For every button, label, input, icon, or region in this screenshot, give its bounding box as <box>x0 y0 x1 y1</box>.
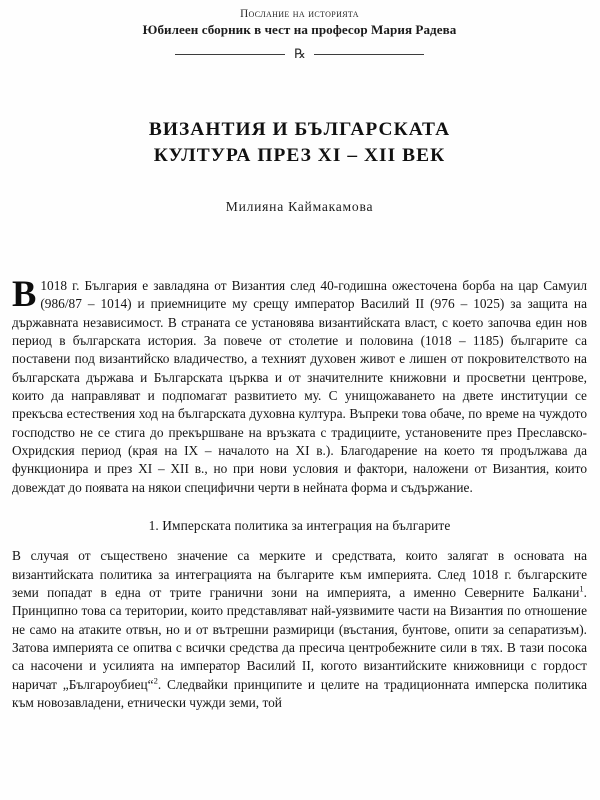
paragraph-2-text-part-1: В случая от съществено значение са мерките и средствата, които залягат в основата на византийската политика за интеграцията на българите към империята. След 1018 г. българските земи попадат в една от трите гранични зони на империята, а именно Северните Балкани <box>12 548 587 601</box>
cr-monogram-ornament-icon: ℞ <box>294 46 305 62</box>
paragraph-2-text-part-2: . Принципно това са територии, които представляват най-уязвимите части на Византия по отношение не само на атаките отвън, но и от вътрешни размирици (въстания, бунтове, опити за сепаратизъм). Затова империята се опитва с всички средства да пресича центробежните сили в тях. В тази посока са насочени и усилията на император Василий II, когото византийските книжовници с гордост наричат „Българоубиец“ <box>12 585 587 692</box>
drop-cap: В <box>12 272 37 314</box>
page-title <box>12 117 587 170</box>
page-title-line-1: ВИЗАНТИЯ И БЪЛГАРСКАТА <box>148 119 451 141</box>
section-heading-1: 1. Имперската политика за интеграция на българите <box>148 517 451 533</box>
page-title-line-2: КУЛТУРА ПРЕЗ XI – XII ВЕК <box>153 145 446 167</box>
running-head-series-title: Послание на историята <box>240 8 359 20</box>
running-head <box>12 7 587 39</box>
ornament-rule-left <box>175 54 285 55</box>
running-head-volume-subtitle: Юбилеен сборник в чест на професор Мария Радева <box>142 22 457 38</box>
header-ornament-divider <box>12 48 587 61</box>
paragraph-2 <box>12 547 587 712</box>
body-text <box>12 272 587 713</box>
paragraph-2-text-part-3: . Следвайки принципите и целите на традиционната имперска политика към новозавладени, етнически чужди земи, той <box>12 676 587 711</box>
paragraph-1-text: 1018 г. България е завладяна от Византия след 40-годишна ожесточена борба на цар Самуил (986/87 – 1014) и приемниците му срещу император Василий II (976 – 1025) за защита на държавната независимост. В страната се установява византийската власт, с което започва един нов период в българската история. За повече от столетие и половина (1018 – 1185) българите са поставени под византийско владичество, а техният духовен живот е лишен от покровителството на българската държава и Българската църква и от значителните книжовни и просветни центрове, които да направляват и подпомагат развитието му. С унищожаването на двете институции се прекъсва естествения ход на българската духовна култура. Въпреки това обаче, по време на чуждото господство не се стига до прекършване на връзката с традициите, установените през Преславско-Охридския период (края на IX – началото на XI в.). Благодарение на което тя продължава да функционира и през XI – XII в., но при нови условия и фактори, наложени от Византия, които довеждат до появата на някои специфични черти в нейната форма и съдържание. <box>12 277 587 495</box>
title-block <box>12 117 587 215</box>
footnote-marker-1[interactable]: 1 <box>579 583 584 594</box>
author-name: Милияна Каймакамова <box>225 198 374 214</box>
paragraph-1 <box>12 272 587 497</box>
ornament-rule-right <box>314 54 424 55</box>
footnote-marker-2[interactable]: 2 <box>153 675 158 686</box>
